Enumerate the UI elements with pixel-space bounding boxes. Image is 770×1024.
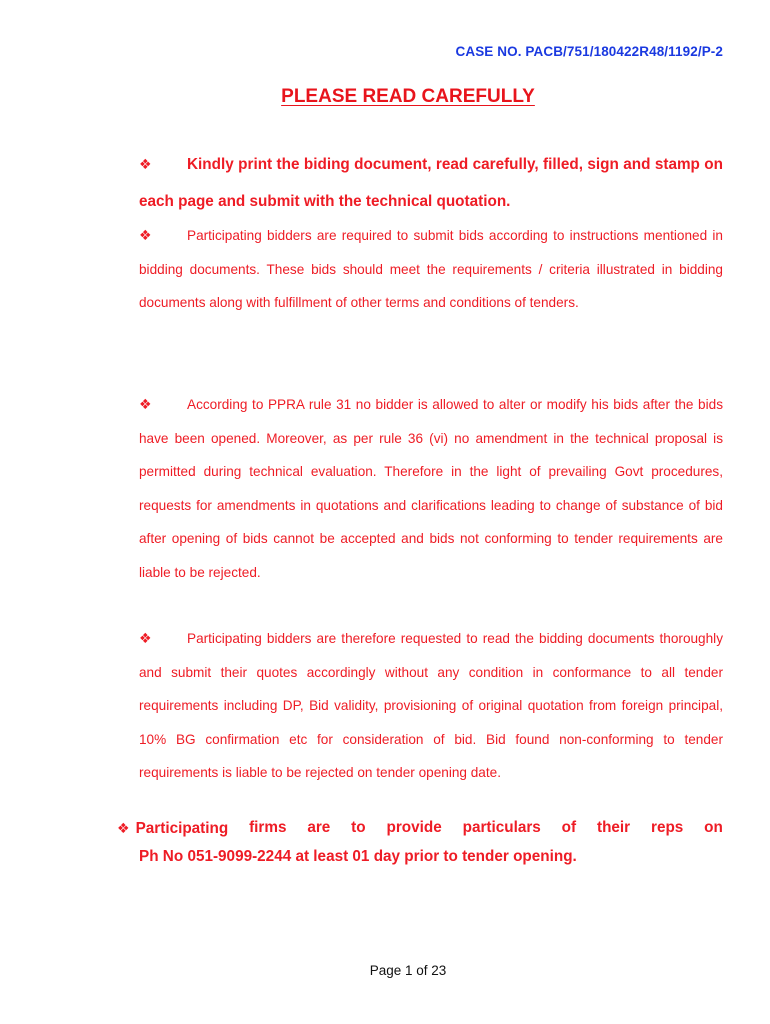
- diamond-bullet-icon: ❖: [139, 227, 152, 243]
- case-number: CASE NO. PACB/751/180422R48/1192/P-2: [455, 44, 723, 59]
- final-notice: [117, 814, 723, 871]
- diamond-bullet-icon: ❖: [139, 156, 152, 172]
- instruction-ppra-rules: [139, 388, 723, 590]
- final-notice-word: to: [351, 819, 366, 836]
- instruction-conformance: [139, 622, 723, 790]
- paragraph-text: Participating bidders are required to submit bids according to instructions mentioned in bidding documents. These bids should meet the requirements / criteria illustrated in bidding documents along with fulfillment of other terms and conditions of tenders.: [139, 228, 723, 311]
- final-notice-word: provide: [386, 819, 442, 836]
- final-notice-line-1: [117, 814, 723, 843]
- diamond-bullet-icon: ❖: [117, 820, 130, 836]
- instruction-submission: [139, 219, 723, 320]
- final-notice-word: their: [596, 819, 631, 836]
- final-notice-line-2: Ph No 051-9099-2244 at least 01 day prior to tender opening.: [139, 848, 577, 865]
- paragraph-text: Kindly print the biding document, read carefully, filled, sign and stamp on each page and submit with the technical quotation.: [139, 156, 723, 210]
- final-notice-word: reps: [651, 819, 684, 836]
- diamond-bullet-icon: ❖: [139, 630, 152, 646]
- final-notice-word: are: [307, 819, 331, 836]
- diamond-bullet-icon: ❖: [139, 396, 152, 412]
- page-number: Page 1 of 23: [369, 963, 447, 978]
- instruction-bold: [139, 146, 723, 220]
- final-notice-word: ❖ Participating: [117, 820, 229, 837]
- final-notice-word: particulars: [462, 819, 541, 836]
- final-notice-word: of: [561, 819, 577, 836]
- page-title: PLEASE READ CAREFULLY: [281, 86, 535, 107]
- final-notice-word: firms: [249, 819, 287, 836]
- paragraph-text: According to PPRA rule 31 no bidder is allowed to alter or modify his bids after the bids have been opened. Moreover, as per rule 36 (vi) no amendment in the technical proposal is permitted during technical evaluation. Therefore in the light of prevailing Govt procedures, requests for amendments in quotations and clarifications leading to change of substance of bid after opening of bids cannot be accepted and bids not conforming to tender requirements are liable to be rejected.: [139, 397, 723, 580]
- final-notice-word: on: [704, 819, 723, 836]
- paragraph-text: Participating bidders are therefore requested to read the bidding documents thoroughly and submit their quotes accordingly without any condition in conformance to all tender requirements including DP, Bid validity, provisioning of original quotation from foreign principal, 10% BG confirmation etc for consideration of bid. Bid found non-conforming to tender requirements is liable to be rejected on tender opening date.: [139, 631, 723, 781]
